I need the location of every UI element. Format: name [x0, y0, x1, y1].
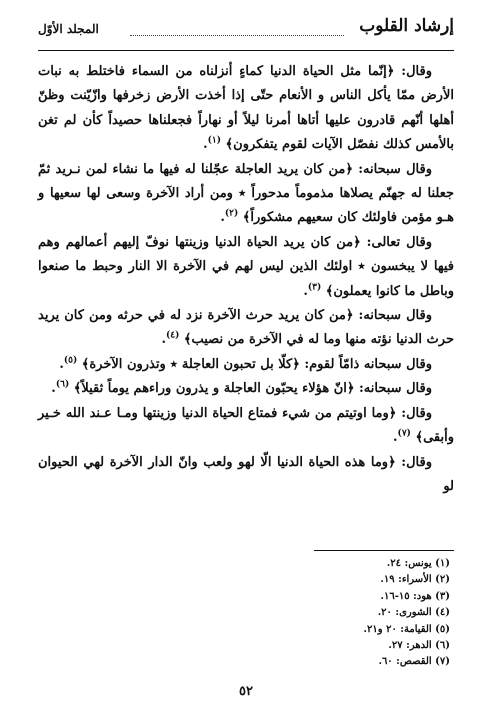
header-rule [38, 50, 454, 51]
footnote-rule [314, 550, 454, 551]
footnote: (٦) الدهر: ٢٧. [388, 640, 450, 652]
paragraph-text: وقال: ﴿وما هذه الحياة الدنيا الّا لهو ولعب وانّ الدار الآخرة لهي الحيوان لو [38, 454, 454, 494]
footnote-ref: (٥) [63, 355, 78, 366]
paragraph-text: وقال سبحانه: ﴿من كان يريد العاجلة عجّلنا له فيها ما نشاء لمن نـريد ثمّ جعلنا له جهنّم يصلاها مذموماً مدحوراً ٭ ومن أراد الآخرة وسعى لها سعيها و هـو مؤمن فاولئك كان سعيهم مشكوراً﴾ [38, 161, 454, 226]
book-title: إرشاد القلوب [359, 16, 454, 36]
footnotes [150, 556, 450, 671]
paragraph [38, 60, 454, 158]
header-dot-leader [130, 35, 344, 36]
footnote: (٥) القيامة: ٢٠ و٢١. [363, 623, 450, 635]
paragraph-tail: . [393, 430, 398, 446]
paragraph-text: وقال تعالى: ﴿من كان يريد الحياة الدنيا وزينتها نوفّ إليهم أعمالهم وهم فيها لا يبخسون ٭ اولئك الذين ليس لهم في الآخرة الا النار وحبط ما صنعوا وباطل ما كانوا يعملون﴾ [38, 234, 454, 299]
paragraph [38, 158, 454, 231]
paragraph-tail: . [59, 356, 64, 372]
paragraph-tail: . [203, 137, 208, 153]
paragraph [38, 377, 454, 401]
paragraph-text: وقال سبحانه: ﴿من كان يريد حرث الآخرة نزد له في حرثه ومن كان يريد حرث الدنيا نؤته منها وما له في الآخرة من نصيب﴾ [38, 308, 454, 348]
paragraph [38, 402, 454, 451]
paragraph [38, 304, 454, 353]
footnote: (٣) هود: ١٥-١٦. [380, 590, 450, 602]
paragraph-tail: . [161, 332, 166, 348]
paragraph-tail: . [303, 283, 308, 299]
paragraph-text: وقال: ﴿وما اوتيتم من شيء فمتاع الحياة الدنيا وزينتها ومـا عـند الله خـير وأبقى﴾ [38, 405, 454, 446]
footnote-ref: (٦) [55, 379, 70, 390]
volume-label: المجلد الأوّل [38, 22, 99, 36]
paragraph-text: وقال: ﴿إنّما مثل الحياة الدنيا كماءٍ أنزلناه من السماء فاختلط به نبات الأرض ممّا يأكل الناس و الأنعام حتّى إذا أخذت الأرض زخرفها وازّيّنت وظنّ أهلها أنّهم قادرون عليها أتاها أمرنا ليلاً أو نهاراً فجعلناها حصيداً كأن لم تغن بالأمس كذلك نفصّل الآيات لقوم يتفكرون﴾ [38, 64, 454, 153]
paragraph-text: وقال سبحانه: ﴿انّ هؤلاء يحبّون العاجلة و يذرون وراءهم يوماً ثقيلاً﴾ [73, 381, 432, 397]
footnote: (٧) القصص: ٦٠. [378, 656, 450, 668]
footnote-ref: (١) [207, 135, 221, 146]
paragraph [38, 451, 454, 500]
footnote-ref: (٤) [165, 331, 180, 342]
footnote: (١) يونس: ٢٤. [386, 558, 450, 569]
running-header [38, 14, 454, 48]
footnote: (٢) الأسراء: ١٩. [380, 574, 450, 586]
paragraph-text: وقال سبحانه ذامّاً لقوم: ﴿كلّا بل تحبون العاجلة ٭ وتذرون الآخرة﴾ [81, 356, 432, 372]
footnote: (٤) الشورى: ٢٠. [377, 607, 450, 619]
paragraph [38, 231, 454, 304]
paragraph [38, 353, 454, 377]
main-text [38, 60, 454, 499]
page-number: ٥٢ [239, 684, 253, 699]
paragraph-tail: . [51, 381, 56, 397]
paragraph-tail: . [220, 210, 225, 226]
footnote-ref: (٢) [224, 209, 239, 220]
footnote-ref: (٧) [397, 428, 411, 439]
footnote-ref: (٣) [307, 282, 322, 293]
